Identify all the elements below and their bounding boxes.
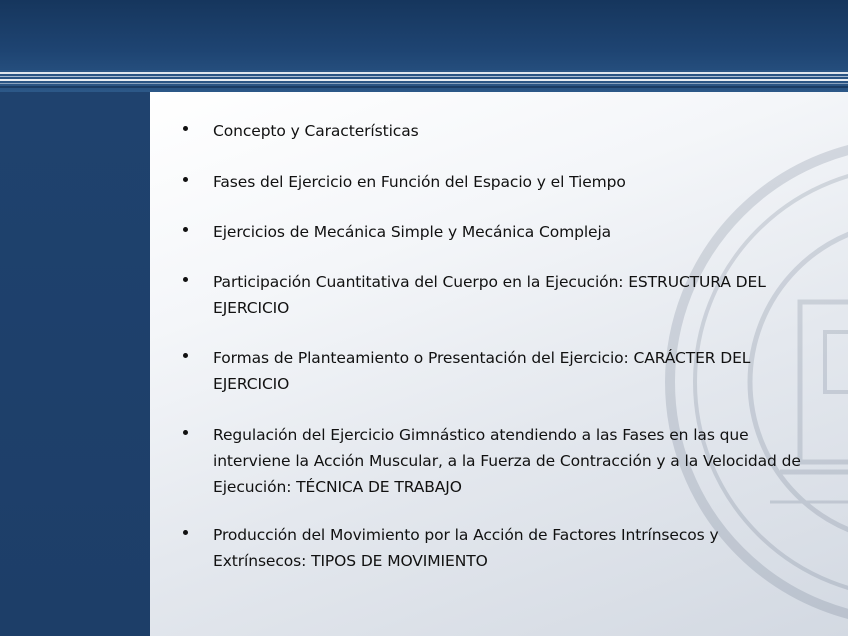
bullet-icon bbox=[183, 126, 188, 131]
bullet-text: Regulación del Ejercicio Gimnástico atendiendo a las Fases en las que interviene la Acción Muscular, a la Fuerza de Contracción y a la Velocidad de Ejecución: TÉCNICA DE TRABAJO bbox=[213, 426, 801, 496]
bullet-icon bbox=[183, 227, 188, 232]
bullet-text: Concepto y Características bbox=[213, 122, 419, 140]
bullet-icon bbox=[183, 177, 188, 182]
bullet-text: Formas de Planteamiento o Presentación del Ejercicio: CARÁCTER DEL EJERCICIO bbox=[213, 349, 751, 393]
content-panel bbox=[150, 92, 848, 636]
bullet-text: Fases del Ejercicio en Función del Espacio y el Tiempo bbox=[213, 173, 626, 191]
bullet-icon bbox=[183, 430, 188, 435]
bullet-text: Ejercicios de Mecánica Simple y Mecánica Compleja bbox=[213, 223, 612, 241]
bullet-text: Participación Cuantitativa del Cuerpo en la Ejecución: ESTRUCTURA DEL EJERCICIO bbox=[213, 273, 766, 317]
bullet-text: Producción del Movimiento por la Acción de Factores Intrínsecos y Extrínsecos: TIPOS DE MOVIMIENTO bbox=[213, 526, 719, 570]
bullet-icon bbox=[183, 353, 188, 358]
left-sidebar bbox=[0, 92, 150, 636]
bullet-icon bbox=[183, 277, 188, 282]
header-stripes bbox=[0, 70, 848, 90]
bullet-icon bbox=[183, 530, 188, 535]
